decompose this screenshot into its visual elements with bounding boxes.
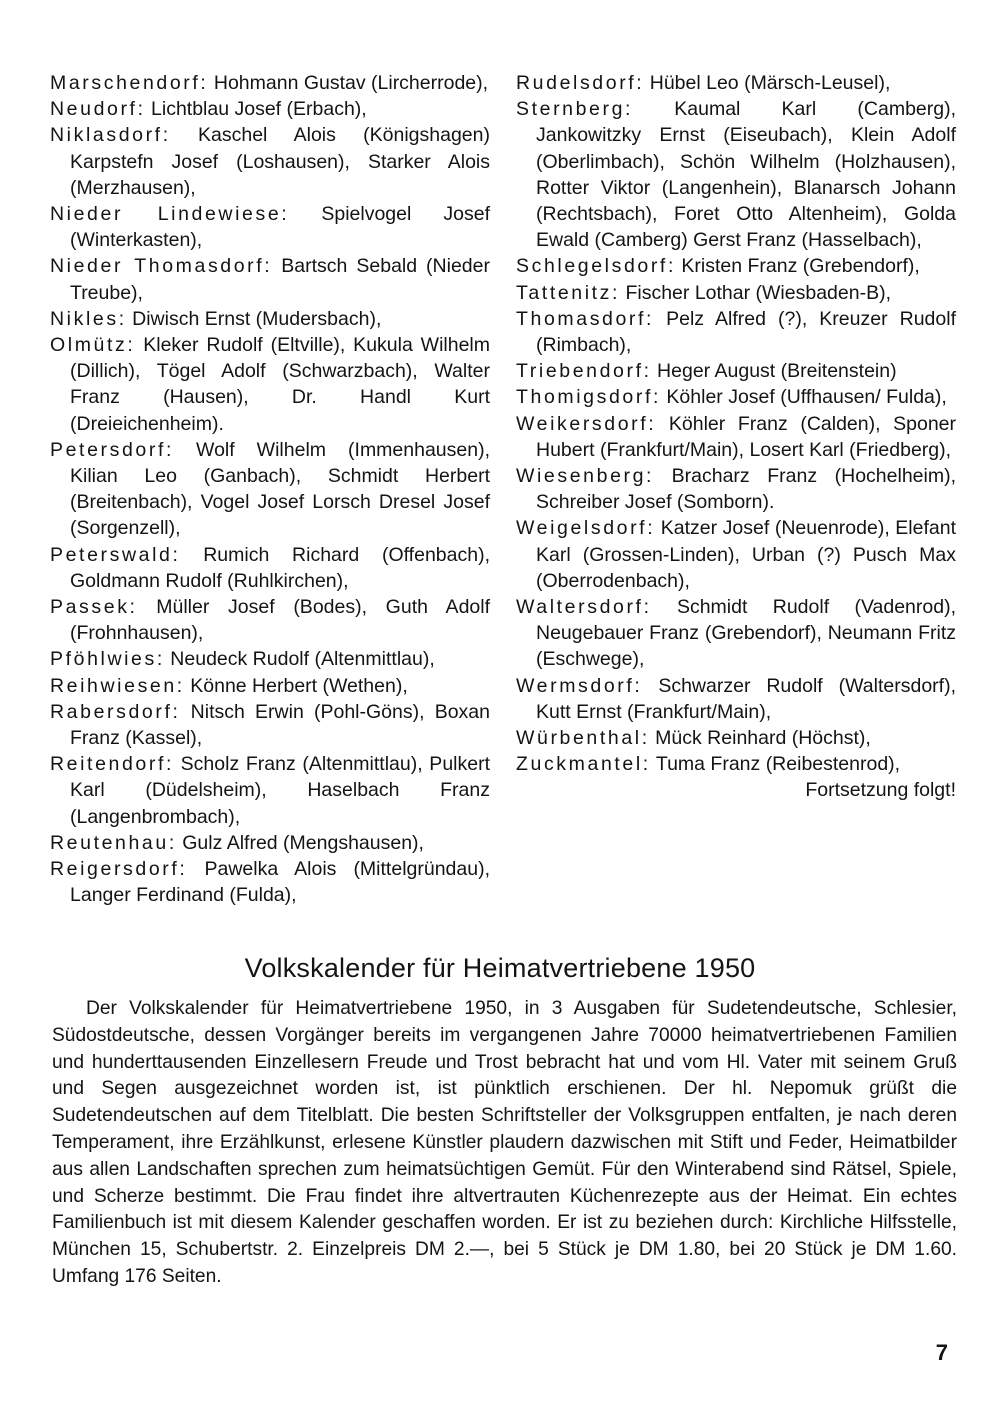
entry-names: Tuma Franz (Reibestenrod), xyxy=(655,753,901,776)
entry-names: Kleker Rudolf (Eltville), Kukula Wilhelm (Dillich), Tögel Adolf (Schwarzbach), Walter Franz (Hausen), Dr. Handl Kurt (Dreieichenheim). xyxy=(70,334,490,435)
entry-names: Hübel Leo (Märsch-Leusel), xyxy=(649,72,891,94)
entry-names: Mück Reinhard (Höchst), xyxy=(655,727,871,750)
entry-names: Pelz Alfred (?), Kreuzer Rudolf (Rimbach), xyxy=(536,307,956,357)
entry-names: Bracharz Franz (Hochelheim), Schreiber Josef (Somborn). xyxy=(536,465,956,514)
entry-names: Kaschel Alois (Königshagen) Karpstefn Josef (Loshausen), Starker Alois (Merzhausen), xyxy=(70,124,490,199)
list-item xyxy=(516,673,956,725)
article-body: Der Volkskalender für Heimatvertriebene 1950, in 3 Ausgaben für Sudetendeutsche, Schlesier, Südostdeutsche, dessen Vorgänger bereits im vergangenen Jahre 70000 heimatvertriebenen Familien und hunderttausenden Einzellesern Freude und Trost bebracht hat und vom Hl. Vater mit seinem Gruß und Segen ausgezeichnet worden ist, ist pünktlich erschienen. Der hl. Nepomuk grüßt die Sudetendeutschen auf dem Titelblatt. Die besten Schriftsteller der Volksgruppen entfalten, je nach deren Temperament, ihre Erzählkunst, erlesene Künstler plaudern dazwischen mit Stift und Feder, Heimatbilder aus allen Landschaften sprechen zum heimatsüchtigen Gemüt. Für den Winterabend sind Rätsel, Spiele, und Scherze bestimmt. Die Frau findet ihre altvertrauten Küchenrezepte aus der Heimat. Ein echtes Familienbuch ist mit diesem Kalender geschaffen worden. Er ist zu beziehen durch: Kirchliche Hilfsstelle, München 15, Schubertstr. 2. Einzelpreis DM 2.—, bei 5 Stück je DM 1.80, bei 20 Stück je DM 1.60. Umfang 176 Seiten. xyxy=(52,998,957,1287)
list-item xyxy=(50,437,490,542)
place-name: Neudorf: xyxy=(50,98,146,121)
list-item xyxy=(516,70,956,96)
list-item xyxy=(50,70,490,96)
list-item xyxy=(516,751,956,777)
list-item xyxy=(516,306,956,358)
list-item xyxy=(516,280,956,306)
entry-names: Rumich Richard (Offenbach), Goldmann Rudolf (Ruhlkirchen), xyxy=(70,543,490,592)
entry-names: Köhler Josef (Uffhausen/ Fulda), xyxy=(666,386,947,409)
place-name: Schlegelsdorf: xyxy=(516,255,676,278)
list-item xyxy=(516,725,956,751)
place-name: Peterswald: xyxy=(50,543,181,566)
place-name: Tattenitz: xyxy=(516,281,621,304)
place-name: Wermsdorf: xyxy=(516,674,643,697)
place-name: Zuckmantel: xyxy=(516,753,651,776)
list-item xyxy=(50,673,490,699)
place-name: Nieder Thomasdorf: xyxy=(50,255,273,278)
entry-names: Könne Herbert (Wethen), xyxy=(190,674,408,697)
entry-names: Wolf Wilhelm (Immenhausen), Kilian Leo (Ganbach), Schmidt Herbert (Breitenbach), Vogel Josef Lorsch Dresel Josef (Sorgenzell), xyxy=(70,438,491,540)
list-item xyxy=(516,411,956,463)
entry-names: Hohmann Gustav (Lircherrode), xyxy=(213,72,489,94)
place-name: Nikles: xyxy=(50,307,127,330)
list-item xyxy=(50,830,490,856)
place-name: Nieder Lindewiese: xyxy=(50,203,290,226)
place-name: Rabersdorf: xyxy=(50,700,181,723)
place-name: Reitendorf: xyxy=(50,753,174,776)
list-item xyxy=(516,594,956,673)
list-item xyxy=(50,306,490,332)
continued-note: Fortsetzung folgt! xyxy=(805,779,956,802)
list-item xyxy=(516,358,956,384)
entry-names: Schmidt Rudolf (Vadenrod), Neugebauer Franz (Grebendorf), Neumann Fritz (Eschwege), xyxy=(536,596,956,671)
entry-names: Spielvogel Josef (Winterkasten), xyxy=(70,203,490,252)
place-name: Reutenhau: xyxy=(50,831,177,854)
entry-names: Gulz Alfred (Mengshausen), xyxy=(182,831,424,854)
entry-names: Bartsch Sebald (Nieder Treube), xyxy=(70,255,490,304)
article-heading: Volkskalender für Heimatvertriebene 1950 xyxy=(244,953,756,983)
place-name: Pföhlwies: xyxy=(50,648,165,671)
place-name: Triebendorf: xyxy=(516,360,652,383)
entry-names: Neudeck Rudolf (Altenmittlau), xyxy=(170,648,435,671)
list-item xyxy=(50,594,490,646)
list-item xyxy=(50,201,490,253)
entry-names: Pawelka Alois (Mittelgründau), Langer Ferdinand (Fulda), xyxy=(70,858,490,907)
list-item xyxy=(50,751,490,830)
place-name: Olmütz: xyxy=(50,334,136,357)
place-name: Wiesenberg: xyxy=(516,465,655,488)
entry-names: Fischer Lothar (Wiesbaden-B), xyxy=(625,281,891,304)
entry-names: Köhler Franz (Calden), Sponer Hubert (Frankfurt/Main), Losert Karl (Friedberg), xyxy=(536,412,957,461)
place-name: Weikersdorf: xyxy=(516,412,657,435)
place-name: Reihwiesen: xyxy=(50,674,185,697)
place-name: Petersdorf: xyxy=(50,438,174,461)
entry-names: Nitsch Erwin (Pohl-Göns), Boxan Franz (Kassel), xyxy=(70,700,490,750)
place-name: Weigelsdorf: xyxy=(516,517,656,540)
place-name: Niklasdorf: xyxy=(50,124,171,147)
list-item xyxy=(50,646,490,672)
entry-names: Schwarzer Rudolf (Waltersdorf), Kutt Ernst (Frankfurt/Main), xyxy=(536,674,957,723)
list-item xyxy=(50,699,490,751)
list-item xyxy=(50,332,490,437)
place-name: Waltersdorf: xyxy=(516,596,652,619)
left-column xyxy=(50,70,490,909)
list-item xyxy=(516,515,956,594)
entry-names: Katzer Josef (Neuenrode), Elefant Karl (Grossen-Linden), Urban (?) Pusch Max (Oberrodenbach), xyxy=(536,517,956,592)
list-item xyxy=(516,96,956,253)
entry-names: Heger August (Breitenstein) xyxy=(657,360,897,383)
list-item xyxy=(516,253,956,279)
place-name: Marschendorf: xyxy=(50,72,209,94)
list-item xyxy=(50,122,490,201)
place-name: Rudelsdorf: xyxy=(516,72,645,94)
entry-names: Scholz Franz (Altenmittlau), Pulkert Karl (Düdelsheim), Haselbach Franz (Langenbrombach), xyxy=(70,753,490,828)
entry-names: Kristen Franz (Grebendorf), xyxy=(681,255,920,278)
place-name: Thomasdorf: xyxy=(516,307,655,330)
entry-names: Kaumal Karl (Camberg), Jankowitzky Ernst (Eiseubach), Klein Adolf (Oberlimbach), Schön Wilhelm (Holzhausen), Rotter Viktor (Langenhein), Blanarsch Johann (Rechtsbach), Foret Otto Altenheim), Golda Ewald (Camberg) Gerst Franz (Hasselbach), xyxy=(536,98,957,252)
entry-names: Müller Josef (Bodes), Guth Adolf (Frohnhausen), xyxy=(70,596,491,645)
list-item xyxy=(516,384,956,410)
place-name: Würbenthal: xyxy=(516,727,650,750)
place-name: Sternberg: xyxy=(516,98,634,121)
place-name: Thomigsdorf: xyxy=(516,386,661,409)
place-name: Reigersdorf: xyxy=(50,858,188,881)
list-item xyxy=(50,253,490,305)
entry-names: Lichtblau Josef (Erbach), xyxy=(151,98,367,121)
list-item xyxy=(50,856,490,908)
page-number: 7 xyxy=(935,1340,948,1365)
list-item xyxy=(50,96,490,122)
list-item xyxy=(516,463,956,515)
place-name: Passek: xyxy=(50,596,138,619)
list-item xyxy=(50,542,490,594)
right-column xyxy=(516,70,956,804)
entry-names: Diwisch Ernst (Mudersbach), xyxy=(132,307,382,330)
